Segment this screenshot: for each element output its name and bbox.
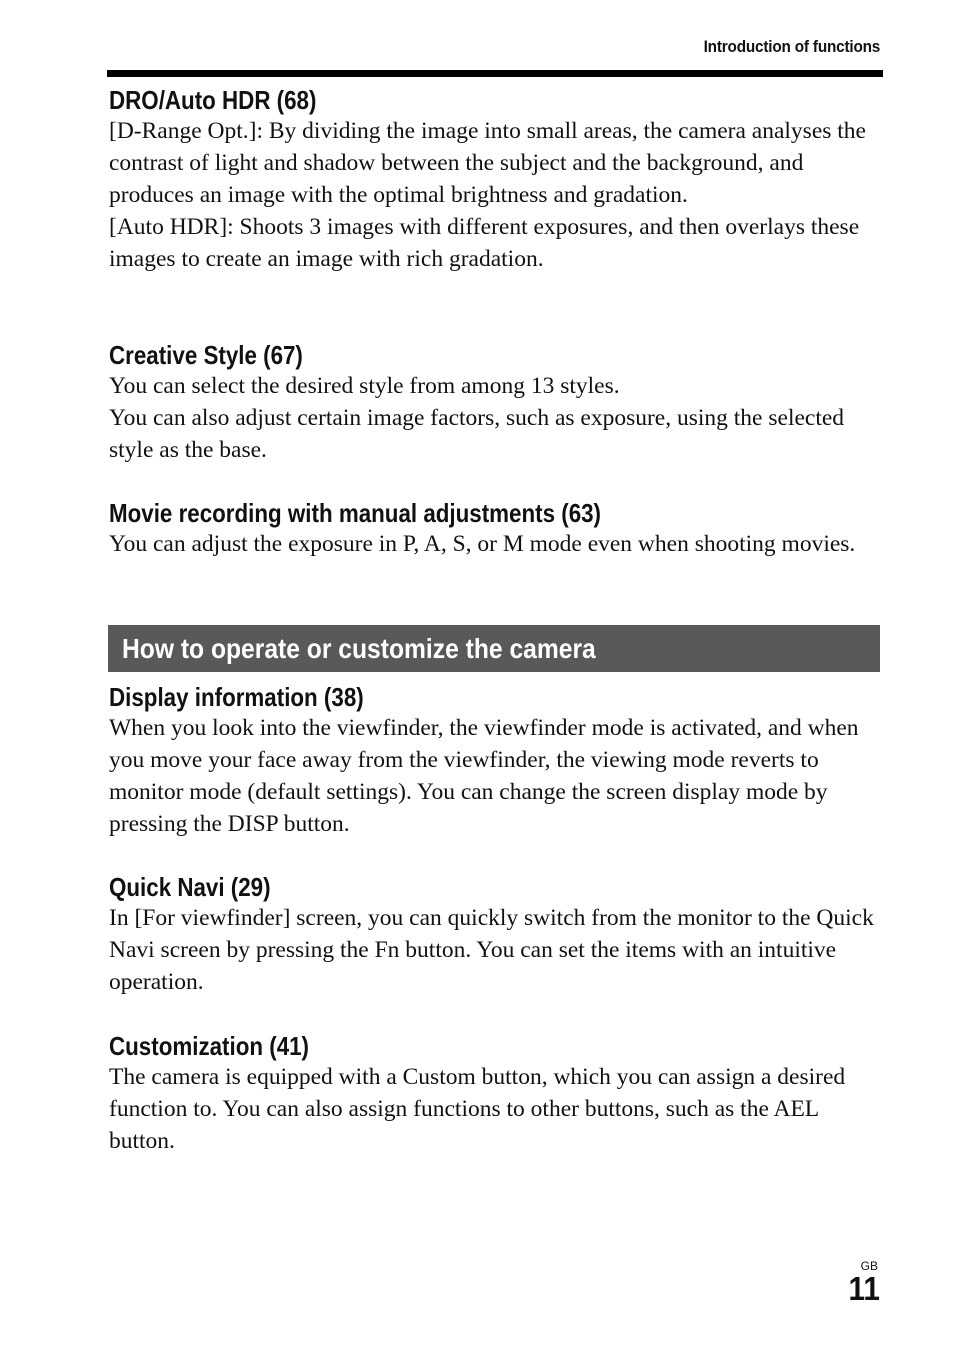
section-heading: Movie recording with manual adjustments (63) [109, 498, 602, 528]
page-number: 11 [848, 1270, 880, 1307]
section-heading: Quick Navi (29) [109, 872, 271, 902]
section-heading: Display information (38) [109, 682, 364, 712]
section-movie-recording [109, 498, 881, 560]
section-creative-style [109, 340, 881, 466]
banner-title: How to operate or customize the camera [122, 633, 596, 664]
section-dro-auto-hdr [109, 85, 881, 275]
section-display-information [109, 682, 881, 840]
section-heading: DRO/Auto HDR (68) [109, 85, 317, 115]
running-header: Introduction of functions [703, 37, 880, 56]
section-paragraph: You can adjust the exposure in P, A, S, or M mode even when shooting movies. [109, 531, 856, 557]
section-paragraph: When you look into the viewfinder, the viewfinder mode is activated, and when you move your face away from the viewfinder, the viewing mode reverts to monitor mode (default settings). You can change the screen display mode by pressing the DISP button. [109, 715, 859, 837]
section-heading: Creative Style (67) [109, 340, 303, 370]
section-paragraph: You can select the desired style from among 13 styles. [109, 373, 620, 399]
section-heading: Customization (41) [109, 1031, 310, 1061]
section-paragraph: In [For viewfinder] screen, you can quickly switch from the monitor to the Quick Navi screen by pressing the Fn button. You can set the items with an intuitive operation. [109, 905, 874, 995]
section-paragraph: You can also adjust certain image factors, such as exposure, using the selected style as the base. [109, 405, 845, 463]
section-customization [109, 1031, 881, 1157]
header-rule [107, 70, 883, 77]
section-paragraph: The camera is equipped with a Custom button, which you can assign a desired function to. You can also assign functions to other buttons, such as the AEL button. [109, 1064, 846, 1154]
section-banner [108, 625, 880, 672]
language-code: GB [860, 1259, 878, 1273]
section-paragraph: [Auto HDR]: Shoots 3 images with different exposures, and then overlays these images to create an image with rich gradation. [109, 214, 860, 272]
section-paragraph: [D-Range Opt.]: By dividing the image into small areas, the camera analyses the contrast of light and shadow between the subject and the background, and produces an image with the optimal brightness and gradation. [109, 118, 866, 208]
section-quick-navi [109, 872, 881, 998]
